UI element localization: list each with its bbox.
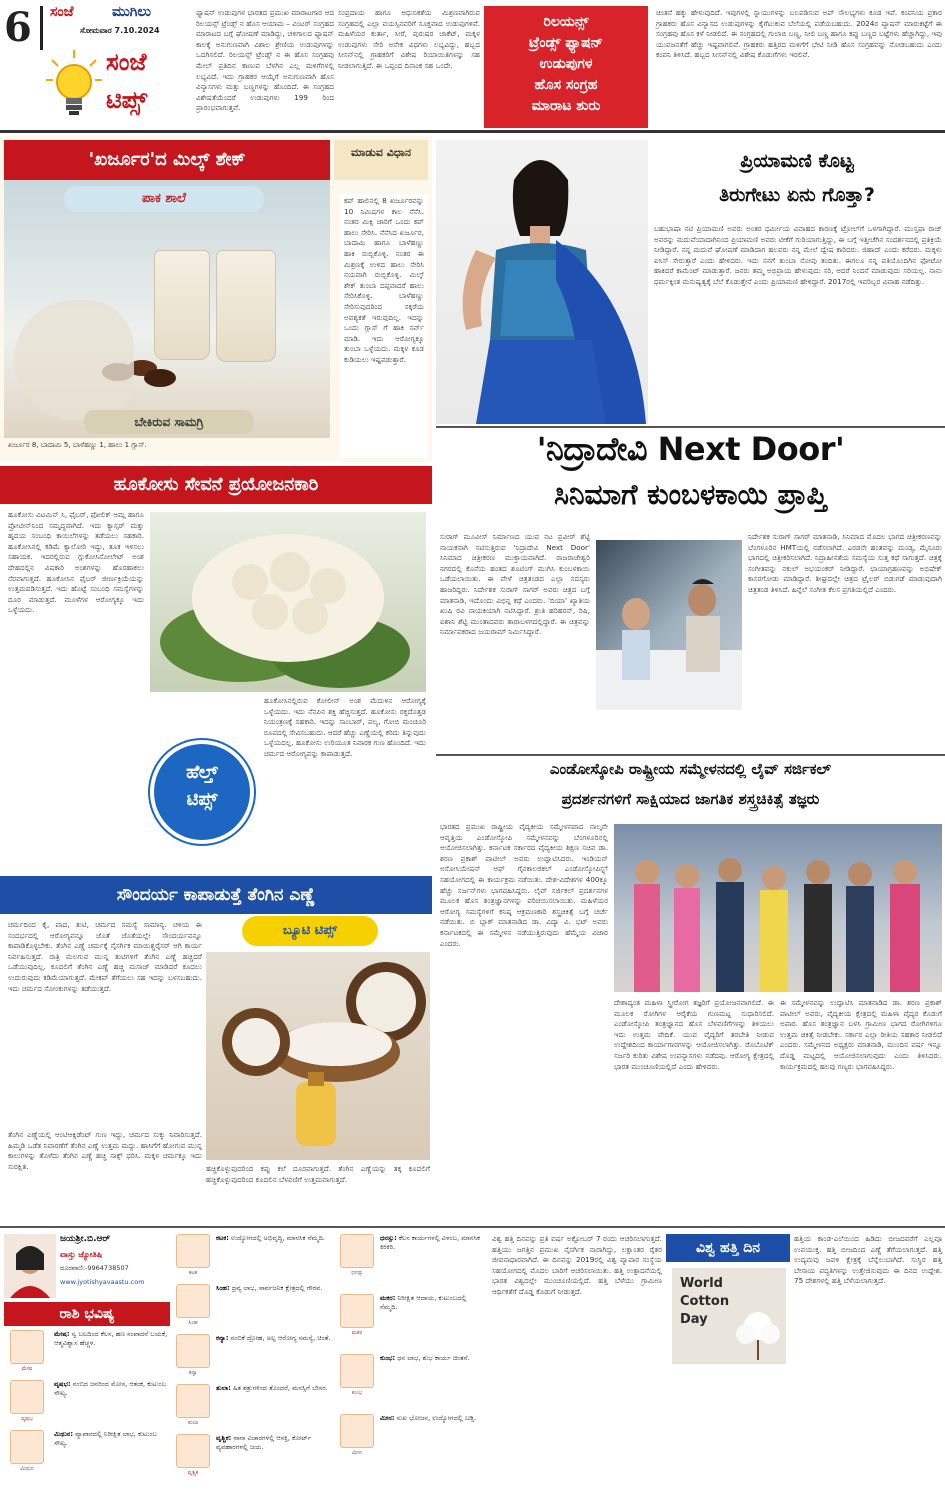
- cauliflower-col2: ಹೂಕೋಸಿನಲ್ಲಿರುವ ಕೋಲೀನ್ ಅಂಶ ಮೆದುಳಿನ ಆರೋಗ್ಯಕ್ಕೆ ಒಳ್ಳೆಯದು. ಇದು ನೆನಪಿನ ಶಕ್ತಿ ಹೆಚ್ಚಿಸುತ್ತದೆ. ಹೂಕೋಸು ರಕ್ತದೊತ್ತಡ ನಿಯಂತ್ರಣಕ್ಕೆ ಸಹಕಾರಿ. ಇದನ್ನು ಸಾಂಬಾರ್, ಪಲ್ಯ, ಗೋಬಿ ಮಂಚೂರಿ ರೂಪದಲ್ಲಿ ಸೇವಿಸಬಹುದು. ಆದರೆ ಹೆಚ್ಚು ಎಣ್ಣೆಯಲ್ಲಿ ಕರಿದು ತಿನ್ನುವುದು ಒಳ್ಳೆಯದಲ್ಲ. ಹೂಕೋಸು ಉರಿಯೂತ ನಿವಾರಕ ಗುಣ ಹೊಂದಿದೆ. ಇದು ಚರ್ಮದ ಆರೋಗ್ಯವನ್ನು ಕಾಪಾಡುತ್ತದೆ.: [264, 696, 429, 758]
- nidradevi-photo: [596, 540, 742, 710]
- coconut-caption: ಹಚ್ಚಿಕೊಳ್ಳುವುದರಿಂದ ಕಪ್ಪು ಕಲೆ ದೂರವಾಗುತ್ತದೆ. ತೆಂಗಿನ ಎಣ್ಣೆಯನ್ನು ತಕ್ಕ ಕೂದಲಿಗೆ ಹಚ್ಚಿಕೊಳ್ಳುವುದರಿಂದ ಕೂದಲಿನ ಬೆಳವಣಿಗೆ ಉತ್ತಮವಾಗುತ್ತದೆ.: [206, 1164, 433, 1184]
- mesha-icon: [10, 1330, 44, 1364]
- masthead: [0, 0, 193, 128]
- makara-icon: [340, 1294, 374, 1328]
- astrologer-photo: [4, 1234, 56, 1298]
- makara-head: ಮಕರ:: [380, 1294, 396, 1302]
- milkshake-title-bar: [4, 140, 330, 180]
- tula-text: [216, 1384, 334, 1430]
- kumbha-icon: [340, 1354, 374, 1388]
- kanya-label: ಕನ್ಯಾ: [188, 1370, 198, 1376]
- headline-line-3: ಉಡುಪುಗಳ: [539, 56, 593, 72]
- kataka-text: [216, 1234, 334, 1280]
- kumbha-head: ಕುಂಭ:: [380, 1354, 396, 1362]
- headline-line-4: ಹೊಸ ಸಂಗ್ರಹ: [534, 77, 598, 93]
- simha-text: [216, 1284, 334, 1330]
- cotton-col1: ವಿಶ್ವ ಹತ್ತಿ ದಿನವನ್ನು ಪ್ರತಿ ವರ್ಷ ಅಕ್ಟೋಬರ್ 7 ರಂದು ಆಚರಿಸಲಾಗುತ್ತದೆ. ಹತ್ತಿಯು ಜಗತ್ತಿನ ಪ್ರಮುಖ ನೈಸರ್ಗಿಕ ನಾರಾಗಿದ್ದು, ಲಕ್ಷಾಂತರ ರೈತರ ಜೀವನಾಧಾರವಾಗಿದೆ. ಈ ದಿನವನ್ನು 2019ರಲ್ಲಿ ವಿಶ್ವ ವ್ಯಾಪಾರ ಸಂಸ್ಥೆಯ ಸಹಯೋಗದಲ್ಲಿ ಮೊದಲ ಬಾರಿಗೆ ಆಚರಿಸಲಾಯಿತು. ಹತ್ತಿ ಉತ್ಪಾದನೆಯಲ್ಲಿ ಭಾರತ ವಿಶ್ವದಲ್ಲೇ ಮುಂಚೂಣಿಯಲ್ಲಿದೆ. ಹತ್ತಿ ಬೆಳೆಯು ಗ್ರಾಮೀಣ ಆರ್ಥಿಕತೆಗೆ ದೊಡ್ಡ ಕೊಡುಗೆ ನೀಡುತ್ತದೆ.: [492, 1234, 665, 1296]
- date-line: ಸೋಮವಾರ 7.10.2024: [80, 26, 160, 35]
- cauliflower-title: ಹೂಕೋಸು ಸೇವನೆ ಪ್ರಯೋಜನಕಾರಿ: [113, 474, 319, 495]
- health-tips-line-1: ಹೆಲ್ತ್: [186, 762, 218, 783]
- kataka-icon: [176, 1234, 210, 1268]
- meena-body: ಸುಖ ಭೋಜನ, ಉದ್ಯೋಗದಲ್ಲಿ ಬಡ್ತಿ.: [396, 1414, 477, 1422]
- meena-text: [380, 1414, 484, 1472]
- makara-text: [380, 1294, 484, 1352]
- tula-icon: [176, 1384, 210, 1418]
- meena-icon: [340, 1414, 374, 1448]
- priyamani-bottom-rule: [436, 426, 945, 428]
- astrologer-name: ಜಯಶ್ರೀ.ಬಿ.ಆರ್: [60, 1234, 111, 1244]
- cotton-img-line-1: World: [680, 1276, 723, 1291]
- ingredients-label: ಬೇಕಿರುವ ಸಾಮಗ್ರಿ: [84, 410, 254, 434]
- dhanus-label: ಧನಸ್ಸು: [351, 1270, 363, 1276]
- coconut-title: ಸೌಂದರ್ಯ ಕಾಪಾಡುತ್ತೆ ತೆಂಗಿನ ಎಣ್ಣೆ: [116, 885, 316, 905]
- kanya-icon: [176, 1334, 210, 1368]
- cotton-img-line-2: Cotton: [680, 1294, 730, 1309]
- milkshake-ingredients: ಖರ್ಜೂರ 8, ಬಾದಾಮಿ 5, ಬಾಳೆಹಣ್ಣು 1, ಹಾಲು 1 ಗ್ಲಾಸ್.: [8, 441, 147, 449]
- cotton-col2: ಹತ್ತಿಯ ಕಾಂಡ-ಎಲೆಯಿಂದ ಹಿಡಿದು ಬೀಜದವರೆಗೆ ಎಲ್ಲವೂ ಉಪಯುಕ್ತ. ಹತ್ತಿ ಬೀಜದಿಂದ ಎಣ್ಣೆ ತೆಗೆಯಲಾಗುತ್ತದೆ. ಹತ್ತಿ ಉದ್ಯಮವು ಜವಳಿ ಕ್ಷೇತ್ರಕ್ಕೆ ಬೆನ್ನೆಲುಬಾಗಿದೆ. ಸುಸ್ಥಿರ ಹತ್ತಿ ಬೇಸಾಯ ಪದ್ಧತಿಗಳನ್ನು ಉತ್ತೇಜಿಸುವುದು ಈ ದಿನದ ಉದ್ದೇಶ. 75 ದೇಶಗಳಲ್ಲಿ ಹತ್ತಿ ಬೆಳೆಯಲಾಗುತ್ತದೆ.: [794, 1234, 945, 1286]
- vrishabha-label: ವೃಷಭ: [21, 1416, 33, 1422]
- cloth-napkin: [14, 300, 134, 420]
- endoscopy-photo: [614, 824, 942, 992]
- milkshake-method: ಕಪ್ ಹಾಲಿನಲ್ಲಿ 8 ಖರ್ಜೂರವನ್ನು 10 ನಿಮಿಷಗಳ ಕಾಲ ನೆನೆಸಿ. ನಂತರ ಮಿಕ್ಸಿ ಜಾರಿಗೆ ಒಂದು ಕಪ್ ಹಾಲು ಸೇರಿಸಿ. ನೆನೆಸಿದ ಖರ್ಜೂರ, ಬಾದಾಮಿ ಹಾಗೂ ಬಾಳೆಹಣ್ಣು ಹಾಕಿ ರುಬ್ಬಿಕೊಳ್ಳಿ. ನಂತರ ಈ ಮಿಶ್ರಣಕ್ಕೆ ಉಳಿದ ಹಾಲು ಸೇರಿಸಿ ನಯವಾಗಿ ರುಬ್ಬಿಕೊಳ್ಳಿ. ಮಿಲ್ಕ್ ಶೇಕ್ ತುಂಬಾ ದಪ್ಪವಾದರೆ ಹಾಲು ಸೇರಿಸಿಕೊಳ್ಳಿ. ಬಾಳೆಹಣ್ಣು ಸೇರಿಸುವುದರಿಂದ ಸಕ್ಕರೆಯ ಅವಶ್ಯಕತೆ ಇರುವುದಿಲ್ಲ. ಇದನ್ನು ಒಂದು ಗ್ಲಾಸ್ ಗೆ ಹಾಕಿ ಸರ್ವ್ ಮಾಡಿ. ಇದು ಆರೋಗ್ಯಕ್ಕೂ ತುಂಬಾ ಒಳ್ಳೆಯದು. ಮಕ್ಕಳ ಕೂಡ ಕುಡಿಯಲು ಇಷ್ಟಪಡುತ್ತಾರೆ.: [340, 194, 428, 458]
- priyamani-body: ಬಹುಭಾಷಾ ನಟಿ ಪ್ರಿಯಾಮಣಿ ಅವರು ಅಂತರ ಧರ್ಮೀಯ ವಿವಾಹದ ಕಾರಣಕ್ಕೆ ಟ್ರೋಲ್‌ಗೆ ಒಳಗಾಗಿದ್ದಾರೆ. ಮುಸ್ತಫಾ ರಾಜ್ ಅವರನ್ನು ಮದುವೆಯಾದಾಗಿನಿಂದ ಪ್ರಿಯಾಮಣಿ ಅವರು ಟೀಕೆಗೆ ಗುರಿಯಾಗುತ್ತಿದ್ದು, ಈ ಬಗ್ಗೆ ಇತ್ತೀಚೆಗಿನ ಸಂದರ್ಶನದಲ್ಲಿ ಪ್ರತಿಕ್ರಿಯೆ ನೀಡಿದ್ದಾರೆ. ನನ್ನ ಮದುವೆ ಘೋಷಣೆ ಮಾಡಿದಾಗ ಹಲವರು ನನ್ನ ಮೇಲೆ ದ್ವೇಷ ಕಾರಿದರು. ಜಿಹಾದ್ ಎಂದು ಕರೆದರು. ಮಕ್ಕಳು ಐಸಿಸ್ ಸೇರುತ್ತಾರೆ ಎಂದು ಹೇಳಿದರು. ಇದು ನನಗೆ ತುಂಬಾ ನೋವು ತಂದಿತು. ಈಗಲೂ ನನ್ನ ಪತಿಯೊಂದಿಗಿನ ಫೋಟೋ ಹಾಕಿದರೆ ಕಾಮೆಂಟ್ ಮಾಡುತ್ತಾರೆ. ಜನರು ತಮ್ಮ ಅಭಿಪ್ರಾಯ ಹೇಳುವುದು ಸರಿ, ಆದರೆ ನಿಂದನೆ ಮಾಡುವುದು ಸರಿಯಲ್ಲ. ನಾನು ಧರ್ಮಕ್ಕಿಂತ ಮನುಷ್ಯತ್ವಕ್ಕೆ ಬೆಲೆ ಕೊಡುತ್ತೇನೆ ಎಂದು ಪ್ರಿಯಾಮಣಿ ಹೇಳಿದ್ದಾರೆ. 2017ರಲ್ಲಿ ಇವರಿಬ್ಬರ ವಿವಾಹ ನಡೆದಿತ್ತು.: [654, 224, 945, 286]
- mithuna-label: ಮಿಥುನ: [20, 1466, 34, 1472]
- endoscopy-col3: ಈ ಸಮ್ಮೇಳನವನ್ನು ಉದ್ಘಾಟಿಸಿ ಮಾತನಾಡಿದ ಡಾ. ಶರಣ ಪ್ರಕಾಶ್ ಪಾಟೀಲ್ ಅವರು, ವೈದ್ಯಕೀಯ ಕ್ಷೇತ್ರದಲ್ಲಿ ಮಹಿಳಾ ವೈದ್ಯರ ಕೊಡುಗೆ ಅಪಾರ. ಹೊಸ ತಂತ್ರಜ್ಞಾನ ಬಳಸಿ ಗ್ರಾಮೀಣ ಭಾಗದ ರೋಗಿಗಳಿಗೂ ಉತ್ತಮ ಚಿಕಿತ್ಸೆ ನೀಡಬೇಕು. ಸರ್ಕಾರ ಎಲ್ಲಾ ರೀತಿಯ ಸಹಕಾರ ನೀಡಲಿದೆ ಎಂದರು. ಸಮ್ಮೇಳನದ ಅಧ್ಯಕ್ಷರು ಮಾತನಾಡಿ, ಮುಂದಿನ ವರ್ಷ ಇನ್ನೂ ದೊಡ್ಡ ಮಟ್ಟದಲ್ಲಿ ಆಯೋಜಿಸಲಾಗುವುದು ಎಂದು ತಿಳಿಸಿದರು. ಕಾರ್ಯಕ್ರಮದಲ್ಲಿ ಹಲವು ಗಣ್ಯರು ಭಾಗವಹಿಸಿದ್ದರು.: [780, 998, 945, 1071]
- milkshake-photo: [4, 180, 330, 438]
- tula-label: ತುಲಾ: [187, 1420, 199, 1426]
- vrishabha-body: ನಂಬಿದ ಜನರಿಂದ ಮೋಸ, ಆತಂಕ, ಕುಟುಂಬ ಸೌಖ್ಯ.: [54, 1380, 167, 1398]
- endoscopy-col1: ಭಾರತದ ಪ್ರಮುಖ ರಾಷ್ಟ್ರೀಯ ವೈದ್ಯಕೀಯ ಸಮ್ಮೇಳನವಾದ ನಾಲ್ಕನೇ ಆವೃತ್ತಿಯ ಎಂಡೋಸ್ಕೋಪಿ ಸಮ್ಮೇಳನವನ್ನು ಬೆಂಗಳೂರಿನಲ್ಲಿ ಆಯೋಜಿಸಲಾಗಿತ್ತು. ಕರ್ನಾಟಕ ಸರ್ಕಾರದ ವೈದ್ಯಕೀಯ ಶಿಕ್ಷಣ ಸಚಿವ ಡಾ. ಶರಣ ಪ್ರಕಾಶ್ ಪಾಟೀಲ್ ಅವರು ಉದ್ಘಾಟಿಸಿದರು. ಇಂಡಿಯನ್ ಅಸೋಸಿಯೇಷನ್ ಆಫ್ ಗೈನಕಾಲಜಿಕಲ್ ಎಂಡೋಸ್ಕೋಪಿಸ್ಟ್ಸ್ ಸಹಯೋಗದಲ್ಲಿ ಈ ಕಾರ್ಯಕ್ರಮ ನಡೆಯಿತು. ದೇಶ-ವಿದೇಶಗಳ 400ಕ್ಕೂ ಹೆಚ್ಚು ಸರ್ಜನ್‌ಗಳು ಭಾಗವಹಿಸಿದ್ದರು. ಲೈವ್ ಸರ್ಜಿಕಲ್ ಪ್ರದರ್ಶನಗಳ ಮೂಲಕ ಹೊಸ ತಂತ್ರಜ್ಞಾನಗಳನ್ನು ಪರಿಚಯಿಸಲಾಯಿತು. ಮಹಿಳೆಯರ ಆರೋಗ್ಯ ಸಮಸ್ಯೆಗಳಿಗೆ ಕನಿಷ್ಠ ಆಕ್ರಮಣಕಾರಿ ಶಸ್ತ್ರಚಿಕಿತ್ಸೆ ಬಗ್ಗೆ ಚರ್ಚೆ ನಡೆಯಿತು. ಬಿ ಬ್ಲಾಕ್ ಮಾತನಾಡಿದ ಡಾ. ವಿದ್ಯಾ ವಿ. ಭಟ್ ಅವರು ಕರ್ನಾಟಕದಲ್ಲಿ ಈ ಸಮ್ಮೇಳನ ನಡೆಯುತ್ತಿರುವುದು ಹೆಮ್ಮೆಯ ವಿಚಾರ ಎಂದರು.: [440, 822, 611, 948]
- rashi-section: [0, 1230, 488, 1491]
- astrologer-website[interactable]: www.jyotishyavaastu.com: [60, 1278, 145, 1286]
- cotton-title-bar: ವಿಶ್ವ ಹತ್ತಿ ದಿನ: [666, 1234, 790, 1262]
- endoscopy-col2: ದೇಶಾದ್ಯಂತ ಮಹಿಳಾ ಸ್ತ್ರೀರೋಗ ತಜ್ಞರಿಗೆ ಪ್ರಯೋಜನವಾಗಲಿದೆ. ಈ ಮೂಲಕ ರೋಗಿಗಳ ಆರೈಕೆಯ ಗುಣಮಟ್ಟ ಸುಧಾರಿಸಲಿದೆ. ಎಂಡೋಸ್ಕೋಪಿ ತಂತ್ರಜ್ಞಾನದ ಹೊಸ ಬೆಳವಣಿಗೆಗಳನ್ನು ತಿಳಿಯಲು ಇದು ಉತ್ತಮ ವೇದಿಕೆ. ಯುವ ವೈದ್ಯರಿಗೆ ತರಬೇತಿ ನೀಡುವ ಉದ್ದೇಶದಿಂದ ಕಾರ್ಯಾಗಾರಗಳನ್ನು ಆಯೋಜಿಸಲಾಗಿತ್ತು. ರೊಬೊಟಿಕ್ ಸರ್ಜರಿ ಕುರಿತು ವಿಶೇಷ ಉಪನ್ಯಾಸಗಳು ನಡೆದವು. ಆರೋಗ್ಯ ಕ್ಷೇತ್ರದಲ್ಲಿ ಭಾರತ ಮುಂಚೂಣಿಯಲ್ಲಿದೆ ಎಂದು ಹೇಳಿದರು.: [614, 998, 777, 1071]
- kanya-head: ಕನ್ಯಾ:: [216, 1334, 229, 1342]
- kumbha-body: ಧನ ಲಾಭ, ಶುಭ ಕಾರ್ಯ ಚಿಂತನೆ.: [397, 1354, 470, 1362]
- tips-title-2: ಟಿಪ್ಸ್: [106, 86, 148, 114]
- cauliflower-photo: [150, 512, 426, 692]
- milkshake-glass-2: [216, 250, 276, 362]
- priyamani-headline-2: ತಿರುಗೇಟು ಏನು ಗೊತ್ತಾ?: [719, 184, 875, 206]
- kumbha-label: ಕುಂಭ: [351, 1390, 363, 1396]
- kataka-body: ಉದ್ಯೋಗದಲ್ಲಿ ಅಭಿವೃದ್ಧಿ, ಮಾನಸಿಕ ನೆಮ್ಮದಿ.: [231, 1234, 326, 1242]
- makara-body: ನಿರೀಕ್ಷಿತ ಆದಾಯ, ಕುಟುಂಬದಲ್ಲಿ ನೆಮ್ಮದಿ.: [380, 1294, 467, 1312]
- endoscopy-headline-2: ಪ್ರದರ್ಶನಗಳಿಗೆ ಸಾಕ್ಷಿಯಾದ ಜಾಗತಿಕ ಶಸ್ತ್ರಚಿಕಿತ್ಸೆ ತಜ್ಞರು: [561, 790, 820, 808]
- priyamani-photo: [436, 140, 648, 424]
- mesha-body: ಸ್ವ ಬಲದಿಂದ ಕೆಲಸ, ಹಣ ಸಂಪಾದನೆ ಬಯಕೆ, ಆತ್ಮವಿಶ್ವಾಸ ಹೆಚ್ಚಳ.: [54, 1330, 168, 1348]
- brand-left: ಸಂಜೆ: [50, 4, 74, 20]
- dhanus-text: [380, 1234, 484, 1292]
- nidradevi-col1: ಸುರಾಗ್ ಮೂವೀಸ್ ನಿರ್ಮಾಣದ ಯುವ ನಟ ಪ್ರವೀರ್ ಶೆಟ್ಟಿ ನಾಯಕನಾಗಿ ನಟಿಸುತ್ತಿರುವ 'ನಿದ್ರಾದೇವಿ Next Door' ಸಿನಿಮಾದ ಚಿತ್ರೀಕರಣ ಮುಕ್ತಾಯವಾಗಿದೆ. ರಾಜರಾಜೇಶ್ವರಿ ನಗರದಲ್ಲಿ ಕೊನೆಯ ಹಂತದ ಶೂಟಿಂಗ್ ಮುಗಿಸಿ ಕುಂಬಳಕಾಯಿ ಒಡೆಯಲಾಯಿತು. ಈ ವೇಳೆ ಚಿತ್ರತಂಡದ ಎಲ್ಲಾ ಸದಸ್ಯರು ಹಾಜರಿದ್ದರು. ನಿರ್ದೇಶಕ ಸುರಾಗ್ ಸಾಗರ್ ಅವರು ಚಿತ್ರದ ಬಗ್ಗೆ ಮಾತನಾಡಿ, ಇದೊಂದು ವಿಭಿನ್ನ ಕಥೆ ಎಂದರು. 'ದಿಯಾ' ಖ್ಯಾತಿಯ ಖುಷಿ ರವಿ ನಾಯಕಿಯಾಗಿ ನಟಿಸಿದ್ದಾರೆ. ಶ್ರುತಿ ಹರಿಹರನ್, ರಿಷಿ, ಐಶಾನಿ ಶೆಟ್ಟಿ ಮುಂತಾದವರು ತಾರಾಬಳಗದಲ್ಲಿದ್ದಾರೆ. ಈ ಚಿತ್ರವನ್ನು ನಿರ್ಮಾಪಕರಾದ ಜಯರಾಮ್ ನಿರ್ಮಿಸಿದ್ದಾರೆ.: [440, 532, 593, 637]
- top-story-col1: ಫ್ಯಾಷನ್ ಉಡುಪುಗಳ ಭಾರತದ ಪ್ರಮುಖ ಮಾರಾಟಗಾರ ಆದ ರಿಲಯನ್ಸ್ ಟ್ರೆಂಡ್ಸ್ ನ ಹೊಸ ಆಯಾಮ – ವಿಂಟರ್ ಸಂಗ್ರಹದ ಮಾರಾಟದ ಬಗ್ಗೆ ಘೋಷಣೆ ಮಾಡಿದ್ದು, ಚಳಿಗಾಲದ ಫ್ಯಾಷನ್ ಕಾಲಕ್ಕೆ ಅನುಗುಣವಾಗಿ ವಿಶಾಲ ಶ್ರೇಣಿಯ ಉಡುಪುಗಳನ್ನು ಒದಗಿಸಲಿದೆ. ರಿಲಯನ್ಸ್ ಟ್ರೆಂಡ್ಸ್ ನ ಈ ಹೊಸ ಸಂಗ್ರಹವು ಮೇಲ್ ಪ್ರತಿದಿನ ಕಾಣುವ ಬೆಳಗಿನ ಎಲ್ಲ ಮಳಿಗೆಗಳಲ್ಲಿ ಲಭ್ಯವಿದೆ. ಇದು ಗ್ರಾಹಕರ ಆಯ್ಕೆಗೆ ಅನುಗುಣವಾಗಿ ಹೊಸ ವಿನ್ಯಾಸಗಳು ಮತ್ತು ಬಣ್ಣಗಳನ್ನು ಹೊಂದಿದೆ. ಈ ಸಂಗ್ರಹದ ವಿಶೇಷತೆಯೆಂದರೆ ಉಡುಪುಗಳು 199 ರಿಂದ ಪ್ರಾರಂಭವಾಗುತ್ತವೆ.: [196, 8, 337, 113]
- vrishabha-text: [54, 1380, 170, 1428]
- astrologer-role: ವಾಸ್ತು ಜ್ಯೋತಿಷಿ: [60, 1250, 103, 1259]
- kumbha-text: [380, 1354, 484, 1412]
- mithuna-body: ವ್ಯಾಪಾರದಲ್ಲಿ ನಿರೀಕ್ಷಿತ ಲಾಭ, ಕುಟುಂಬ ಸೌಖ್ಯ.: [54, 1430, 157, 1448]
- vrischika-text: [216, 1434, 334, 1480]
- vrishabha-head: ವೃಷಭ:: [54, 1380, 71, 1388]
- simha-label: ಸಿಂಹ: [188, 1320, 198, 1326]
- rashi-title: ರಾಶಿ ಭವಿಷ್ಯ: [4, 1302, 170, 1326]
- headline-line-1: ರಿಲಯನ್ಸ್: [543, 14, 589, 30]
- vrischika-icon: [176, 1434, 210, 1468]
- brand-right: ಮುಗಿಲು: [112, 4, 151, 20]
- mithuna-icon: [10, 1430, 44, 1464]
- mesha-head: ಮೇಷ:: [54, 1330, 70, 1338]
- simha-body: ದ್ರವ್ಯ ಲಾಭ, ಸಾರ್ವಜನಿಕ ಕ್ಷೇತ್ರದಲ್ಲಿ ಗೌರವ.: [231, 1284, 323, 1292]
- mesha-text: [54, 1330, 170, 1378]
- health-tips-badge: [150, 740, 254, 844]
- milkshake-section: [0, 136, 432, 462]
- kitchen-label: ಪಾಕ ಶಾಲೆ: [64, 186, 264, 212]
- cotton-photo: [672, 1268, 786, 1364]
- astrologer-phone: ದೂರವಾಣಿ:-9964738507: [60, 1264, 129, 1272]
- coconut-col1: ಚರ್ಮದಿಂದ ಕೈ, ಪಾದ, ತುಟಿ, ಚರ್ಮದ ಸಮಸ್ಯೆ ಸಾಮಾನ್ಯ. ಚಳಿಯ ಈ ಸಂದರ್ಭದಲ್ಲಿ ಆರೋಗ್ಯವನ್ನೂ ಜೊತೆ ಜೊತೆಯಲ್ಲೇ ಸೌಂದರ್ಯವನ್ನೂ ಕಾಪಾಡಿಕೊಳ್ಳಬೇಕು. ತೆಂಗಿನ ಎಣ್ಣೆ ಚರ್ಮಕ್ಕೆ ನೈಸರ್ಗಿಕ ಮಾಯಿಶ್ಚರೈಸರ್ ಆಗಿ ಕಾರ್ಯ ನಿರ್ವಹಿಸುತ್ತದೆ. ರಾತ್ರಿ ಮಲಗುವ ಮುನ್ನ ತುಟಿಗಳಿಗೆ ತೆಂಗಿನ ಎಣ್ಣೆ ಹಚ್ಚಿದರೆ ಒಡೆಯುವುದಿಲ್ಲ. ಕೂದಲಿಗೆ ತೆಂಗಿನ ಎಣ್ಣೆ ಹಚ್ಚಿ ಮಸಾಜ್ ಮಾಡಿದರೆ ಕೂದಲು ಉದುರುವುದು ಕಡಿಮೆಯಾಗುತ್ತದೆ. ಮೇಕಪ್ ತೆಗೆಯಲು ಸಹ ಇದನ್ನು ಬಳಸಬಹುದು. ಇದು ಚರ್ಮದ ಸೋಂಕುಗಳನ್ನು ತಡೆಯುತ್ತದೆ.: [8, 920, 205, 993]
- milkshake-title: 'ಖರ್ಜೂರ'ದ ಮಿಲ್ಕ್ ಶೇಕ್: [88, 149, 246, 170]
- tips-title-1: ಸಂಜೆ: [106, 48, 147, 76]
- vertical-divider: [40, 6, 43, 50]
- tula-body: ಹಿತ ಶತ್ರುಗಳಿಂದ ತೊಂದರೆ, ಮನಸ್ಸಿಗೆ ಬೇಸರ.: [232, 1384, 328, 1392]
- top-story-col2: ಸಂಪ್ರದಾಯ ಹಾಗೂ ಆಧುನಿಕತೆಯ ಮಿಶ್ರಣವಾಗಿರುವ ಸಂಗ್ರಹದಲ್ಲಿ ಎಲ್ಲಾ ವಯಸ್ಸಿನವರಿಗೆ ಸೂಕ್ತವಾದ ಉಡುಪುಗಳಿವೆ. ಮಹಿಳೆಯರ ಕುರ್ತಾ, ಸೀರೆ, ಪುರುಷರ ಜಾಕೆಟ್, ಮಕ್ಕಳ ಉಡುಪುಗಳು ಸೇರಿ ಅನೇಕ ವಿಧಗಳು ಲಭ್ಯವಿದ್ದು, ಹಬ್ಬದ ಸೀಸನ್‌ನಲ್ಲಿ ಗ್ರಾಹಕರಿಗೆ ವಿಶೇಷ ರಿಯಾಯಿತಿಗಳನ್ನು ಸಹ ನೀಡಲಾಗುತ್ತಿದೆ. ಈ ಒಪ್ಪಂದ ದಿನಾಂಕ ಸಹ ಒಂದೇ.: [338, 8, 483, 70]
- dhanus-icon: [340, 1234, 374, 1268]
- mithuna-head: ಮಿಥುನ:: [54, 1430, 73, 1438]
- kataka-label: ಕಟಕ: [188, 1270, 198, 1276]
- coconut-title-bar: [0, 876, 432, 914]
- kanya-text: [216, 1334, 334, 1380]
- method-label: ಮಾಡುವ ವಿಧಾನ: [334, 140, 428, 180]
- nidradevi-headline-2: ಸಿನಿಮಾಗೆ ಕುಂಬಳಕಾಯಿ ಪ್ರಾಪ್ತಿ: [554, 478, 827, 511]
- top-story-col3: ಚಿಂತನೆ ಹಕ್ಕು ಹೇಳುವುದಿದೆ. ಇವುಗಳಲ್ಲಿ ಸ್ನಾಯುಗಳನ್ನು ಬಲಪಡಿಸುವ ಅಪ್ ಸೌಲಭ್ಯಗಳು ಕೂಡ ಇವೆ. ಕಂಪನಿಯ ಪ್ರಕಾರ ಗ್ರಾಹಕರು ಹೊಸ ವಿನ್ಯಾಸದ ಉಡುಪುಗಳನ್ನು ಕೈಗೆಟುಕುವ ಬೆಲೆಯಲ್ಲಿ ಪಡೆಯಬಹುದು. 2024ರ ಪ್ಯಾಷನ್ ಮಾರುಕಟ್ಟೆಗೆ ಈ ಸಂಗ್ರಹವು ಹೊಸ ಕಳೆ ನೀಡಲಿದೆ. ಈ ಸಂಗ್ರಹದಲ್ಲಿ ಗುಲಾಬಿ ಬಣ್ಣ, ನೀಲಿ ಬಣ್ಣ ಹಾಗೂ ಕಪ್ಪು ಬಣ್ಣದ ಬಟ್ಟೆಗಳು ಹೆಚ್ಚಾಗಿದ್ದು, ಇವು ಯುವಜನತೆಗೆ ಹೆಚ್ಚು ಇಷ್ಟವಾಗಲಿವೆ. ಗ್ರಾಹಕರು ಹತ್ತಿರದ ಮಳಿಗೆಗೆ ಭೇಟಿ ನೀಡಿ ಹೊಸ ಸಂಗ್ರಹವನ್ನು ನೋಡಬಹುದು ಎಂದು ಕಂಪನಿ ತಿಳಿಸಿದೆ. ಹಬ್ಬದ ಸೀಸನ್‌ನಲ್ಲಿ ವಿಶೇಷ ಕೊಡುಗೆಗಳು ಇರಲಿವೆ.: [656, 8, 945, 60]
- endoscopy-headline-1: ಎಂಡೋಸ್ಕೋಪಿ ರಾಷ್ಟ್ರೀಯ ಸಮ್ಮೇಳನದಲ್ಲಿ ಲೈವ್ ಸರ್ಜಿಕಲ್: [549, 760, 832, 778]
- dhanus-body: ಕೆಲಸ ಕಾರ್ಯಗಳಲ್ಲಿ ವಿಳಂಬ, ಮಾನಸಿಕ ಕಿರಿಕಿರಿ.: [380, 1234, 480, 1252]
- beauty-tips-badge: ಬ್ಯೂಟಿ ಟಿಪ್ಸ್: [242, 916, 378, 946]
- vrischika-head: ವೃಶ್ಚಿಕ:: [216, 1434, 232, 1442]
- priyamani-headline-1: ಪ್ರಿಯಾಮಣಿ ಕೊಟ್ಟ: [740, 150, 854, 172]
- vrishabha-icon: [10, 1380, 44, 1414]
- meena-head: ಮೀನ:: [380, 1414, 395, 1422]
- top-divider: [0, 130, 945, 133]
- simha-icon: [176, 1284, 210, 1318]
- vrischika-body: ನಾನಾ ವಿಚಾರಗಳಲ್ಲಿ ಆಸಕ್ತಿ, ಕೋರ್ಟ್ ವ್ಯವಹಾರಗಳಲ್ಲಿ ಜಯ.: [216, 1434, 312, 1452]
- page-number: 6: [4, 4, 32, 51]
- kataka-head: ಕಟಕ:: [216, 1234, 229, 1242]
- kanya-body: ನಂಬಿಕೆ ದ್ರೋಹ, ಅಲ್ಪ ಆರೋಗ್ಯ ಸಮಸ್ಯೆ, ಚಿಂತೆ.: [230, 1334, 331, 1342]
- headline-line-2: ಟ್ರೆಂಡ್ಸ್ ಫ್ಯಾಷನ್: [529, 35, 603, 51]
- tula-head: ತುಲಾ:: [216, 1384, 231, 1392]
- health-tips-line-2: ಟಿಪ್ಸ್: [186, 789, 218, 810]
- mesha-label: ಮೇಷ: [21, 1366, 33, 1372]
- vrischika-label: ವೃಶ್ಚಿಕ: [187, 1470, 199, 1476]
- coconut-photo: [206, 952, 430, 1160]
- milkshake-glass-1: [154, 250, 210, 360]
- meena-label: ಮೀನ: [352, 1450, 362, 1456]
- dhanus-head: ಧನಸ್ಸು:: [380, 1234, 397, 1242]
- top-story-headline-box: [484, 6, 648, 128]
- cotton-img-line-3: Day: [680, 1312, 708, 1327]
- mithuna-text: [54, 1430, 170, 1478]
- nidradevi-bottom-rule: [436, 754, 945, 756]
- headline-line-5: ಮಾರಾಟ ಶುರು: [531, 98, 601, 114]
- cauliflower-col1: ಹೂಕೋಸು ವಿಟಮಿನ್ ಸಿ, ಫೈಬರ್, ಫೋಲಿಕ್ ಆಮ್ಲ ಹಾಗೂ ಪ್ರೋಟೀನ್‌ನಿಂದ ಸಮೃದ್ಧವಾಗಿದೆ. ಇದು ಕ್ಯಾನ್ಸರ್ ಮತ್ತು ಹೃದಯ ಸಂಬಂಧಿ ಕಾಯಿಲೆಗಳನ್ನು ತಡೆಯಲು ಸಹಕಾರಿ. ಹೂಕೋಸಿನಲ್ಲಿ ಕಡಿಮೆ ಕ್ಯಾಲೋರಿ ಇದ್ದು, ತೂಕ ಇಳಿಸಲು ಸಹಾಯಕ. ಇದರಲ್ಲಿರುವ ಗ್ಲುಕೋಸಿನೋಲೇಟ್ ಅಂಶ ದೇಹದಲ್ಲಿನ ವಿಷಕಾರಿ ಅಂಶಗಳನ್ನು ಹೊರಹಾಕಲು ನೆರವಾಗುತ್ತದೆ. ಹೂಕೋಸಿನ ಫೈಬರ್ ಜೀರ್ಣಕ್ರಿಯೆಯನ್ನು ಉತ್ತಮಪಡಿಸುತ್ತದೆ. ಇದು ಹೊಟ್ಟೆ ಸಂಬಂಧಿ ಸಮಸ್ಯೆಗಳನ್ನು ದೂರ ಮಾಡುತ್ತದೆ. ಮೂಳೆಗಳ ಆರೋಗ್ಯಕ್ಕೂ ಇದು ಒಳ್ಳೆಯದು.: [8, 510, 147, 615]
- cauliflower-title-bar: [0, 466, 432, 504]
- makara-label: ಮಕರ: [351, 1330, 363, 1336]
- coconut-col2: ತೆಂಗಿನ ಎಣ್ಣೆಯಲ್ಲಿ ಆಂಟಿಆಕ್ಸಿಡೆಂಟ್ ಗುಣ ಇದ್ದು, ಚರ್ಮದ ಸುಕ್ಕು ನಿವಾರಿಸುತ್ತದೆ. ಹಿಮ್ಮಡಿ ಒಡೆತ ನಿವಾರಣೆಗೆ ತೆಂಗಿನ ಎಣ್ಣೆ ಉತ್ತಮ ಮದ್ದು. ಹಾಸಿಗೆಗೆ ಹೋಗುವ ಮುನ್ನ ಕಾಲುಗಳನ್ನು ತೊಳೆದು ತೆಂಗಿನ ಎಣ್ಣೆ ಹಚ್ಚಿ ಸಾಕ್ಸ್ ಧರಿಸಿ. ಮಕ್ಕಳ ಚರ್ಮಕ್ಕೂ ಇದು ಸುರಕ್ಷಿತ.: [8, 1130, 205, 1171]
- bulb-icon: [44, 48, 104, 120]
- simha-head: ಸಿಂಹ:: [216, 1284, 230, 1292]
- nidradevi-headline-1: 'ನಿದ್ರಾದೇವಿ Next Door': [536, 430, 845, 468]
- nidradevi-col2: ನಿರ್ದೇಶಕ ಸುರಾಗ್ ಸಾಗರ್ ಮಾತನಾಡಿ, ಸಿನಿಮಾದ ಮೊದಲ ಭಾಗದ ಚಿತ್ರೀಕರಣವನ್ನು ಬೆಂಗಳೂರಿನ HMTಯಲ್ಲಿ ನಡೆಸಲಾಗಿದೆ. ಎರಡನೇ ಹಂತವನ್ನು ಮಂಡ್ಯ, ಮೈಸೂರು ಭಾಗದಲ್ಲಿ ಚಿತ್ರೀಕರಿಸಲಾಗಿದೆ. ನಿದ್ರಾಹೀನತೆಯ ಸಮಸ್ಯೆಯ ಸುತ್ತ ಕಥೆ ಸಾಗುತ್ತದೆ. ಚಿತ್ರಕ್ಕೆ ಸಂಗೀತವನ್ನು ನಕುಲ್ ಅಭಯಂಕರ್ ನೀಡಿದ್ದಾರೆ. ಛಾಯಾಗ್ರಹಣವನ್ನು ಅಭಿಷೇಕ್ ಕಾಸರಗೋಡು ಮಾಡಿದ್ದಾರೆ. ಶೀಘ್ರದಲ್ಲೇ ಚಿತ್ರದ ಟ್ರೈಲರ್ ಬಿಡುಗಡೆ ಮಾಡುವುದಾಗಿ ಚಿತ್ರತಂಡ ತಿಳಿಸಿದೆ. ಹಿನ್ನೆಲೆ ಸಂಗೀತ ಕೆಲಸ ಪ್ರಗತಿಯಲ್ಲಿದೆ ಎಂದರು.: [748, 532, 945, 594]
- bottom-section-rule: [0, 1226, 945, 1228]
